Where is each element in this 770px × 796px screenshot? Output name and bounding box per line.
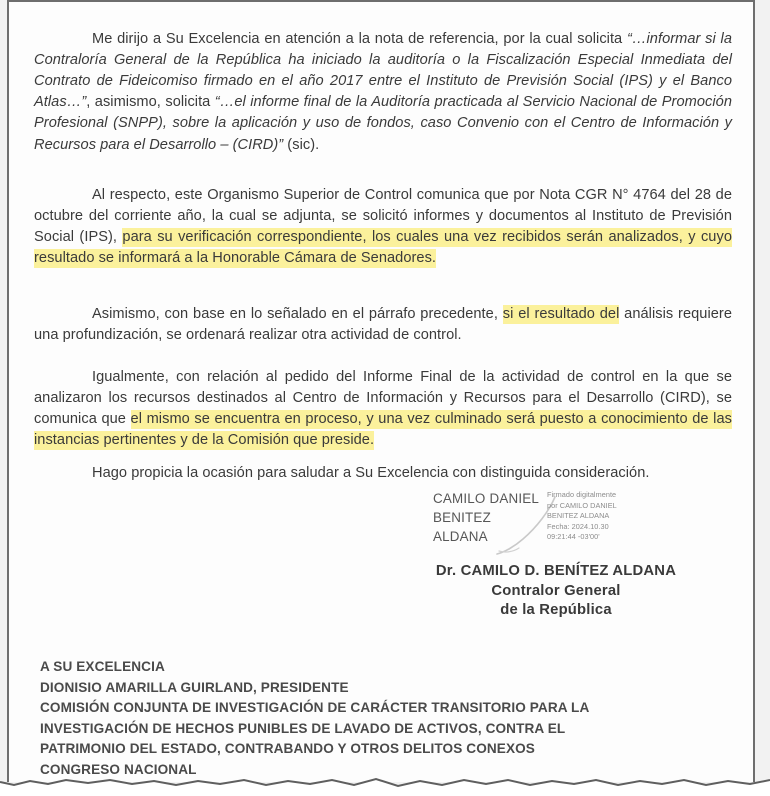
p1-quote-1: “…informar si la Contraloría General de la República ha iniciado la auditoría o la Fiscalización Especial Inmediata del Contrato de Fideicomiso firmado en el año 2017 entre el Instituto de Previsión Social (IPS) y el Banco Atlas…” [34, 30, 732, 111]
signature-stamp-name [433, 489, 543, 546]
recipient-line-1: A SU EXCELENCIA [40, 659, 165, 674]
signer-institution: de la República [500, 602, 612, 619]
signature-stamp-name-line-2: BENITEZ [433, 510, 491, 525]
paragraph-5 [34, 463, 732, 484]
p1-mid-text: , asimismo, solicita [86, 94, 215, 111]
signature-meta-line-1: Firmado digitalmente [547, 490, 617, 499]
signer-position: Contralor General [491, 582, 621, 599]
p2-pre-text: Al respecto, este Organismo Superior de Control comunica que por Nota CGR N° 4764 del 28 de octubre del corriente año, la cual se adjunta, se solicitó informes y documentos al Instituto de Previsión Social (IPS), [34, 186, 732, 245]
recipient-line-3: COMISIÓN CONJUNTA DE INVESTIGACIÓN DE CARÁCTER TRANSITORIO PARA LA [40, 700, 590, 716]
recipient-line-2: DIONISIO AMARILLA GUIRLAND, PRESIDENTE [40, 679, 349, 695]
digital-signature-stamp [433, 489, 693, 551]
signature-stamp-name-line-1: CAMILO DANIEL [433, 491, 540, 506]
recipient-address-block [40, 657, 740, 781]
recipient-line-5: PATRIMONIO DEL ESTADO, CONTRABANDO Y OTROS DELITOS CONEXOS [40, 741, 535, 757]
paragraph-3 [34, 304, 732, 346]
signature-meta-line-5: 09:21:44 -03'00' [547, 532, 600, 542]
recipient-line-6: CONGRESO NACIONAL [40, 761, 197, 777]
signature-stamp-name-line-3: ALDANA [433, 529, 488, 544]
p3-pre-text: Asimismo, con base en lo señalado en el párrafo precedente, [92, 305, 503, 322]
p3-post-text: análisis requiere una profundización, se ordenará realizar otra actividad de control. [34, 305, 732, 343]
paragraph-4 [34, 367, 732, 452]
p2-highlighted-text: para su verificación correspondiente, los cuales una vez recibidos serán analizados, y cuyo resultado se informará a la Honorable Cámara de Senadores. [34, 229, 732, 267]
recipient-line-4: INVESTIGACIÓN DE HECHOS PUNIBLES DE LAVADO DE ACTIVOS, CONTRA EL [40, 720, 566, 736]
p4-pre-text: Igualmente, con relación al pedido del Informe Final de la actividad de control en la que se analizaron los recursos destinados al Centro de Información y Recursos para el Desarrollo (CIRD), se comunica que [34, 368, 732, 427]
signature-meta-line-2: por CAMILO DANIEL [547, 500, 617, 510]
p1-quote-2: “…el informe final de la Auditoría practicada al Servicio Nacional de Promoción Profesional (SNPP), sobre la aplicación y uso de fondos, caso Convenio con el Centro de Información y Recursos para el Desarrollo – (CIRD)” [34, 94, 732, 153]
signer-name: Dr. CAMILO D. BENÍTEZ ALDANA [435, 563, 677, 579]
torn-paper-edge [0, 776, 770, 796]
paragraph-1 [34, 29, 732, 156]
signer-title-block [381, 562, 731, 621]
p1-tail-text: (sic). [283, 136, 320, 153]
p3-highlighted-text: si el resultado del [502, 305, 620, 322]
paragraph-2 [34, 185, 732, 270]
p5-text: Hago propicia la ocasión para saludar a Su Excelencia con distinguida consideración. [92, 464, 650, 481]
signature-stamp-metadata [547, 490, 667, 543]
p1-lead-text: Me dirijo a Su Excelencia en atención a la nota de referencia, por la cual solicita [92, 30, 627, 47]
paper-sheet [7, 0, 755, 782]
signature-meta-line-4: Fecha: 2024.10.30 [547, 521, 609, 531]
p4-highlighted-text: el mismo se encuentra en proceso, y una vez culminado será puesto a conocimiento de las instancias pertinentes y de la Comisión que preside. [34, 411, 732, 449]
signature-meta-line-3: BENITEZ ALDANA [547, 511, 610, 521]
